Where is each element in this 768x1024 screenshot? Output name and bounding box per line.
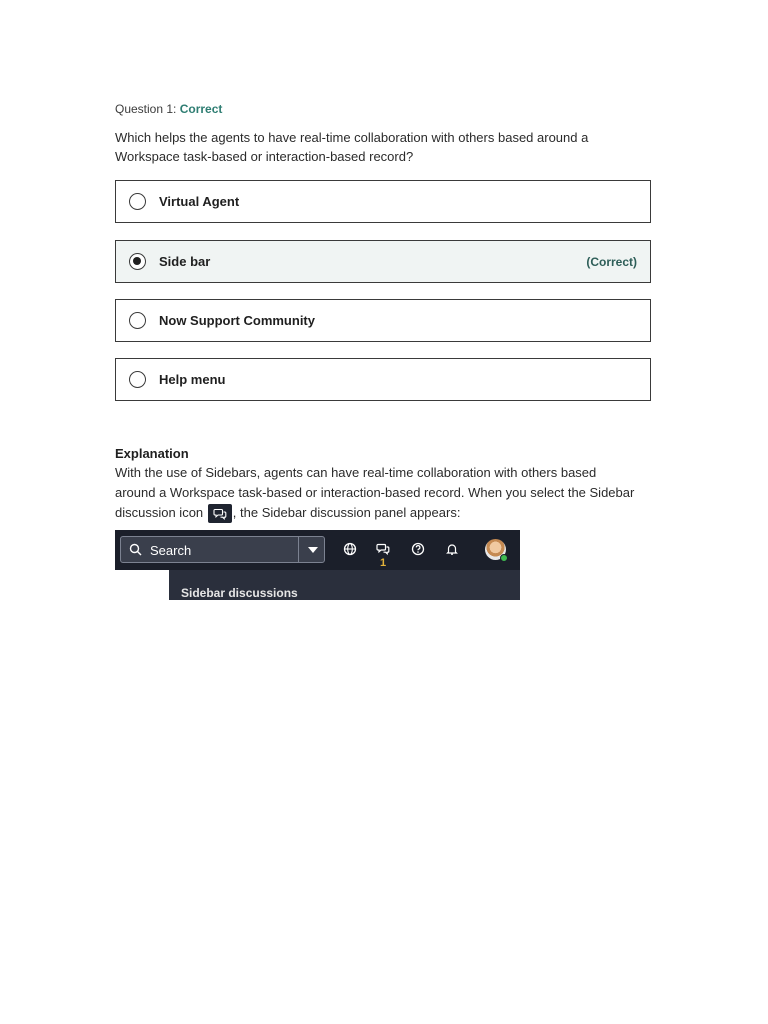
radio-button[interactable] [129, 312, 146, 329]
search-input[interactable] [120, 536, 325, 563]
correct-note: (Correct) [586, 255, 637, 269]
search-icon [129, 543, 142, 561]
radio-button[interactable] [129, 193, 146, 210]
notification-badge: 1 [380, 557, 387, 569]
option-label: Side bar [159, 254, 211, 269]
question-text: Which helps the agents to have real-time collaboration with others based around a Workspace task-based or interaction-based record? [115, 130, 589, 164]
option-label: Help menu [159, 372, 226, 387]
presence-indicator [500, 554, 508, 562]
embedded-screenshot [115, 530, 520, 600]
sidebar-discussion-icon [208, 504, 232, 523]
radio-button-checked[interactable] [129, 253, 146, 270]
option-label: Now Support Community [159, 313, 315, 328]
option-side-bar[interactable] [115, 240, 651, 283]
option-help-menu[interactable] [115, 358, 651, 401]
help-icon[interactable] [411, 542, 425, 561]
explanation-text-part1: With the use of Sidebars, agents can have real-time collaboration with others based around a Workspace task-based or interaction-based record. When you select the Sidebar discussion icon [115, 465, 635, 520]
chevron-down-icon[interactable] [308, 547, 318, 553]
option-virtual-agent[interactable] [115, 180, 651, 223]
explanation-text-part2: , the Sidebar discussion panel appears: [232, 505, 461, 520]
panel-title: Sidebar discussions [181, 586, 298, 600]
question-status: Correct [179, 102, 223, 116]
bell-icon[interactable] [445, 542, 459, 561]
explanation-text [115, 463, 635, 523]
question-header [115, 102, 222, 116]
option-label: Virtual Agent [159, 194, 240, 209]
explanation-title: Explanation [115, 446, 189, 461]
app-topbar [115, 530, 520, 570]
question-number: Question 1: [115, 102, 177, 116]
globe-icon[interactable] [343, 542, 357, 561]
option-now-support-community[interactable] [115, 299, 651, 342]
radio-button[interactable] [129, 371, 146, 388]
search-divider [298, 537, 299, 562]
search-placeholder: Search [150, 543, 192, 558]
sidebar-discussions-panel [169, 570, 520, 600]
